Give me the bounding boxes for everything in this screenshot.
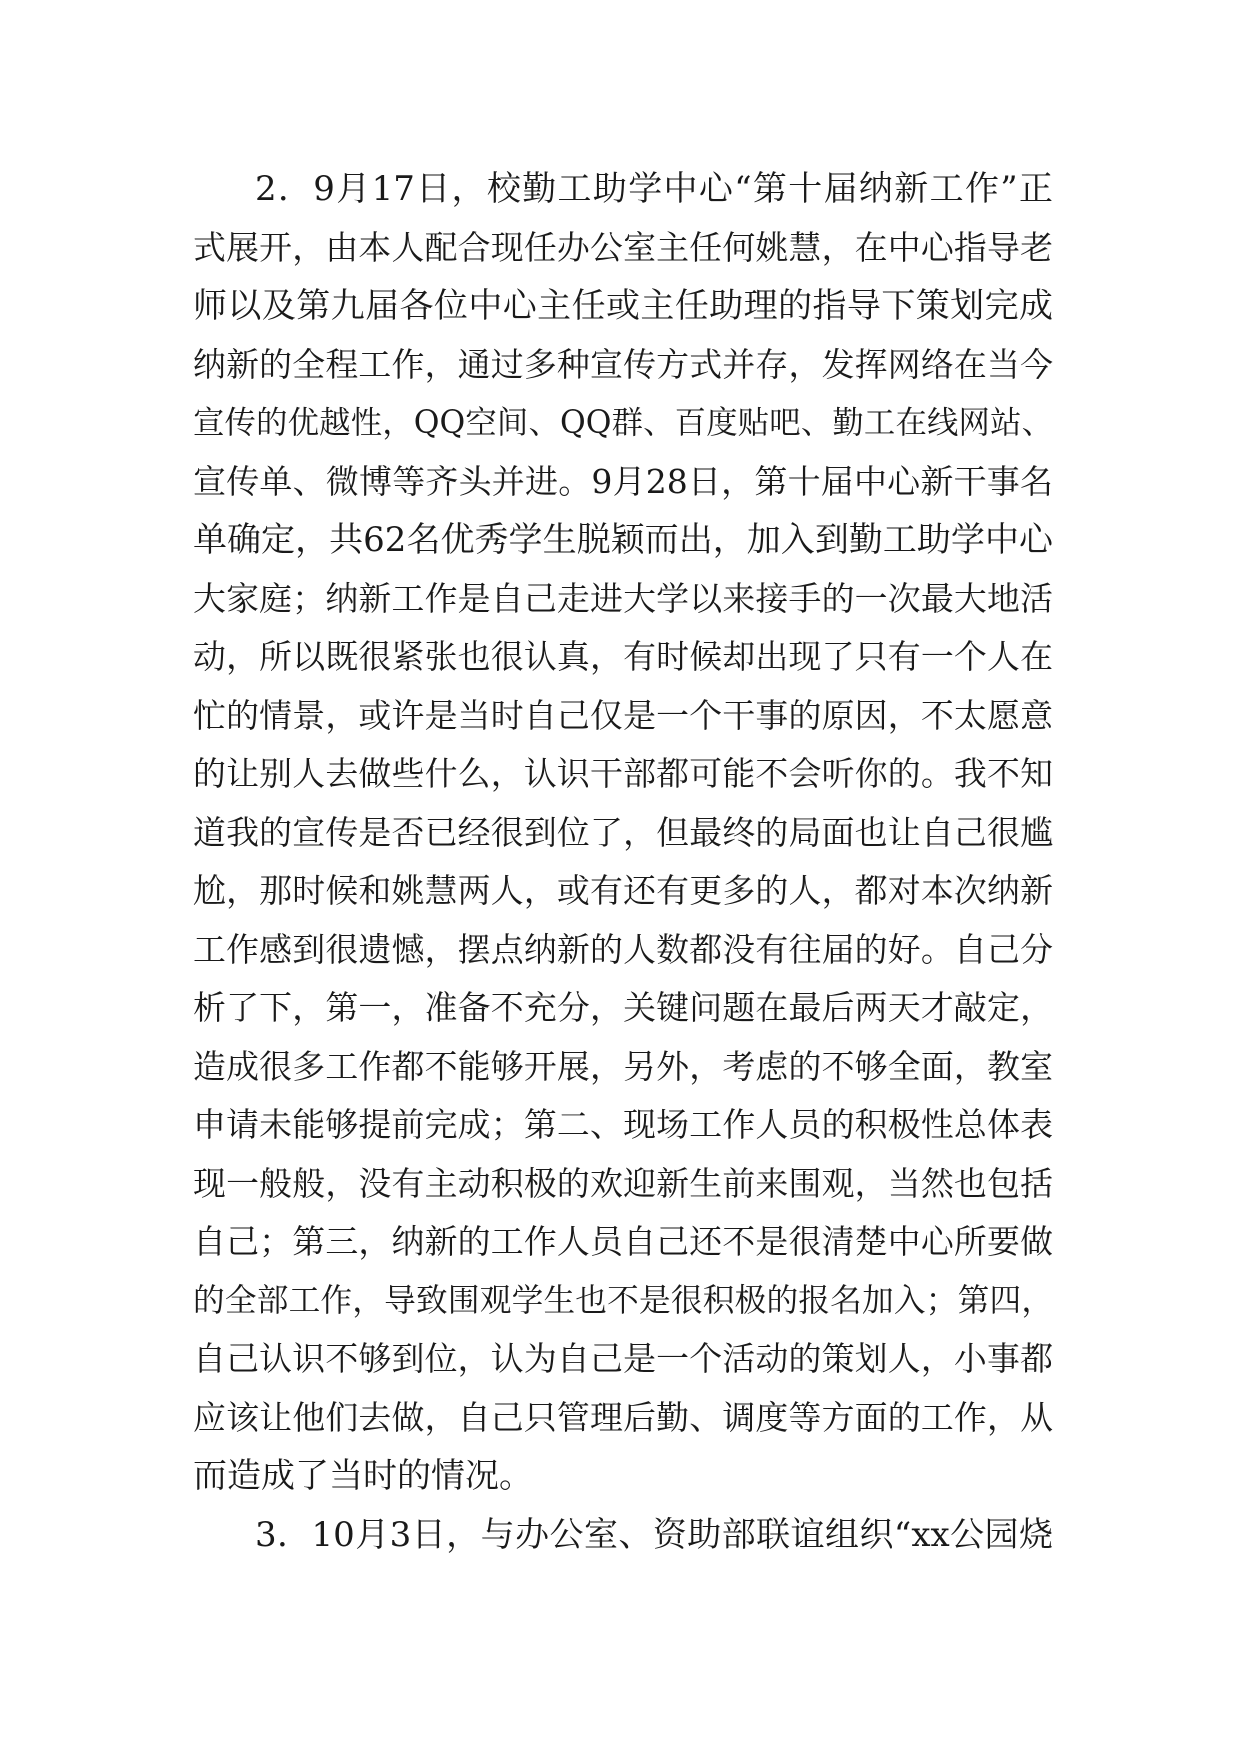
text-line: 而造成了当时的情况。 (193, 1456, 533, 1496)
text-line: 纳新的全程工作，通过多种宣传方式并存，发挥网络在当今 (193, 344, 1053, 384)
text-line: 现一般般，没有主动积极的欢迎新生前来围观，当然也包括 (193, 1163, 1053, 1203)
text-line: 忙的情景，或许是当时自己仅是一个干事的原因，不太愿意 (193, 695, 1053, 735)
text-line: 道我的宣传是否已经很到位了，但最终的局面也让自己很尴 (193, 812, 1053, 852)
text-line: 师以及第九届各位中心主任或主任助理的指导下策划完成 (193, 286, 1053, 326)
text-line: 单确定，共62名优秀学生脱颖而出，加入到勤工助学中心 (193, 520, 1053, 560)
text-line: 动，所以既很紧张也很认真，有时候却出现了只有一个人在 (193, 637, 1053, 676)
text-line: 自己认识不够到位，认为自己是一个活动的策划人，小事都 (193, 1339, 1053, 1378)
text-line: 析了下，第一，准备不充分，关键问题在最后两天才敲定， (193, 988, 1053, 1027)
text-line: 2．9月17日，校勤工助学中心“第十届纳新工作”正 (255, 169, 1053, 209)
text-line: 式展开，由本人配合现任办公室主任何姚慧，在中心指导老 (193, 227, 1053, 267)
text-line: 的让别人去做些什么，认识干部都可能不会听你的。我不知 (193, 754, 1053, 793)
text-line: 尬，那时候和姚慧两人，或有还有更多的人，都对本次纳新 (193, 871, 1053, 910)
text-line: 应该让他们去做，自己只管理后勤、调度等方面的工作，从 (193, 1397, 1053, 1437)
text-line: 宣传单、微博等齐头并进。9月28日，第十届中心新干事名 (193, 461, 1053, 501)
paragraph-3 (193, 1506, 1053, 1565)
text-line: 大家庭；纳新工作是自己走进大学以来接手的一次最大地活 (193, 578, 1053, 618)
paragraph-2 (193, 160, 1053, 1506)
document-body (193, 160, 1053, 1564)
text-line: 工作感到很遗憾，摆点纳新的人数都没有往届的好。自己分 (193, 929, 1053, 969)
text-line: 自己；第三，纳新的工作人员自己还不是很清楚中心所要做 (193, 1222, 1053, 1261)
text-line: 3．10月3日，与办公室、资助部联谊组织“xx公园烧 (255, 1514, 1053, 1555)
text-line: 造成很多工作都不能够开展，另外，考虑的不够全面，教室 (193, 1046, 1053, 1086)
text-line: 申请未能够提前完成；第二、现场工作人员的积极性总体表 (193, 1105, 1053, 1144)
text-line: 宣传的优越性，QQ空间、QQ群、百度贴吧、勤工在线网站、 (193, 405, 1053, 441)
text-line: 的全部工作，导致围观学生也不是很积极的报名加入；第四， (193, 1282, 1053, 1319)
